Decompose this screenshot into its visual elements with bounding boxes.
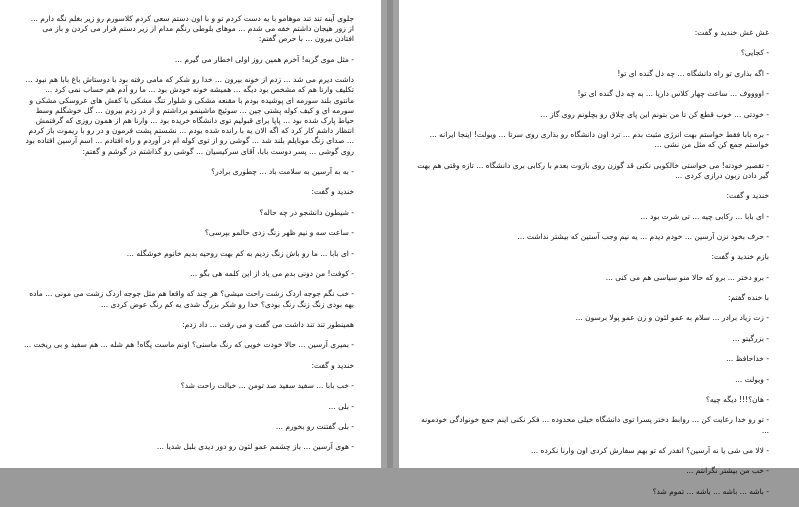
paragraph: - تو رو خدا رعایت کن ... روابط دختر پسرا توی دانشگاه خیلی محدوده ... فکر نکنی اینم جمع خونوادگی خودمونه ... [421, 415, 769, 435]
document-page-left [0, 0, 381, 468]
paragraph: - برو دختر ... برو که حالا منو سیاسی هم می کنی ... [605, 272, 769, 282]
page-gutter [381, 0, 399, 468]
paragraph: غش غش خندید و گفت: [694, 28, 769, 37]
paragraph: - به به آرسین به سلامت باد ... چطوری برادر؟ [211, 167, 354, 176]
paragraph: - بره بابا فقط خواستم بهت انرژی مثبت بدم ... ترد اون دانشگاه رو بذاری روی سرتا ... ویولت! اینجا ایرانه ... خواستم جمع کن که مثل من نشی ... [429, 129, 769, 150]
paragraph: - ای بابا ... رکابی چیه ... تی شرت بود ... [640, 211, 769, 221]
paragraph: - اگه بذاری تو راه دانشگاه ... چه دل گنده ای تو! [617, 68, 769, 78]
paragraph: خندید و گفت: [311, 187, 354, 197]
page-right-text [417, 28, 769, 507]
paragraph: - حرف بخود نزن آرسین ... خودم دیدم ... یه نیم وجب آستین که بیشتر نداشت ... [517, 231, 769, 241]
paragraph: - خب من بیشتر نگرانتم ... [686, 466, 769, 476]
gutter-shadow [387, 0, 393, 468]
paragraph: - هان؟!!! دیگه چیه؟ [705, 395, 769, 405]
paragraph: - خودتی ... خوب قطع کن تا من بتونم این پای چلاق رو بچلونم روی گاز ... [540, 109, 769, 119]
paragraph: - ای بابا ... ما رو باش زنگ زدیم به کم بهت روحیه بدیم خانوم خوشگله ... [126, 248, 354, 258]
paragraph: - لالا می شی یا نه آرسین؟ انفدر که تو بهم سفارش کردی اون وارنا نکرده ... [530, 446, 769, 456]
paragraph: - کجایی؟ [740, 48, 769, 58]
paragraph: - اووووف ... ساعت چهار کلاس داریا ... به چه دل گنده ای تو! [577, 89, 769, 99]
paragraph: همینطور تند تند داشت می گفت و می رفت ... داد زدم: [182, 319, 354, 329]
paragraph: - ویولت ... [735, 374, 769, 384]
paragraph: - مثل موی گربه! آخرم همین روز اولی اخطار می گیرم ... [174, 54, 354, 64]
paragraph: - خداحافظ ... [726, 354, 769, 364]
paragraph: - شیطون دانشجو در چه حاله؟ [259, 207, 354, 217]
paragraph: بازم خندید و گفت: [711, 252, 769, 262]
paragraph: - خب نگم جوجه اردک زشت راحت میشی؟ هر چند که واقعا هم مثل جوجه اردک زشت می مونی ... ماده بهه بودی زنگ زنگ رنگ بودی؟ خدا رو شکر بزرگ شدی یه کم رنگ عوض کردی ... [29, 289, 354, 309]
paragraph: - بلی گفتنت رو بخورم ... [275, 421, 354, 431]
paragraph: جلوی آینه تند تند موهامو با یه دست کردم تو و با اون دستم سعی کردم کلاسورم رو زیر بغلم نگه دارم ... از زور هیجان داشتم خفه می شدم ... موهای بلوطی رنگم مدام از زیر دستم فرار می کردن و باز می افتادن بیرون ... با حرص گفتم: [30, 14, 354, 44]
paragraph: با خنده گفتم: [727, 293, 769, 303]
paragraph: - هوی آرسین ... باز چشمم عمو لئون رو دور دیدی بلبل شدیا ... [156, 442, 354, 452]
paragraph: - بزرگیتو ... [732, 333, 769, 343]
paragraph: - بمیری آرسین ... حالا خودت خوبی که رنگ ماسنی؟ اونم ماست پگاه! هم شله ... هم سفید و بی ریخت ... [24, 340, 354, 350]
paragraph: خندید و گفت: [311, 360, 354, 370]
page-left-text [24, 14, 354, 463]
paragraph: - کوفت! من دونی بدم می یاد از این کلمه هی بگو ... [190, 268, 354, 278]
paragraph: - ساعت سه و نیم ظهر زنگ زدی حالمو بپرسی؟ [204, 228, 354, 238]
paragraph: خندید و گفت: [726, 191, 769, 201]
paragraph: داشت دیرم می شد ... زدم از خونه بیرون ... خدا رو شکر که مامی رفته بود با دوستاش باغ بابا هم نبود ... تکلیف وارنا هم که مشخص بود دیگه ... همیشه خونه خودش بود ... ما رو آدم هم حساب نمی کرد ... مانتوی بلند سورمه ای پوشیده بودم با مقنعه مشکی و شلوار تنگ مشکی با کفش های عروسکی مشکی و سورمه ای و کیف کوله پشتی جین ... سوئیچ ماشینمو برداشتم و از در زدم بیرون ... گل خوشگلم وسط حیاط پارک شده بود ... پاپا برای قبولیم توی دانشگاه خریده بود ... وارنا هم از همون روزی که گرفتمش انتظار داشم کار کرد که اگه الان یه با رانده شده بودم ... نشستم پشت فرمون و در رو با ریموت باز کردم ... صدای زنگ موبایلم بلند شد ... گوشی رو از توی کوله ام در آوردم و راه افتادم ... اسم آرسین افتاده بود روی گوشی ... پسر دوست بابا، آقای سرکیسیان ... گوشی رو گذاشتم در گوشم و گفتم: [25, 75, 354, 156]
paragraph: - خب بابا ... سفید سفید صد تومن ... خیالت راحت شد؟ [180, 381, 354, 391]
paragraph: - باشه ... باشه ... باشه ... تموم شد؟ [652, 486, 769, 496]
paragraph: - زت زیاد برادر ... سلام به عمو لئون و زن عمو پولا برسون ... [575, 313, 769, 323]
document-page-right [399, 0, 799, 496]
paragraph: - تقصیر خودته! می خواستی خالکوبی نکنی قد گوزن روی بازوت بعدم با رکابی بری دانشگاه ... تازه وقتی هم بهت گیر دادن زبون درازی کردی ... [417, 160, 769, 180]
paragraph: - بلی ... [328, 401, 354, 411]
